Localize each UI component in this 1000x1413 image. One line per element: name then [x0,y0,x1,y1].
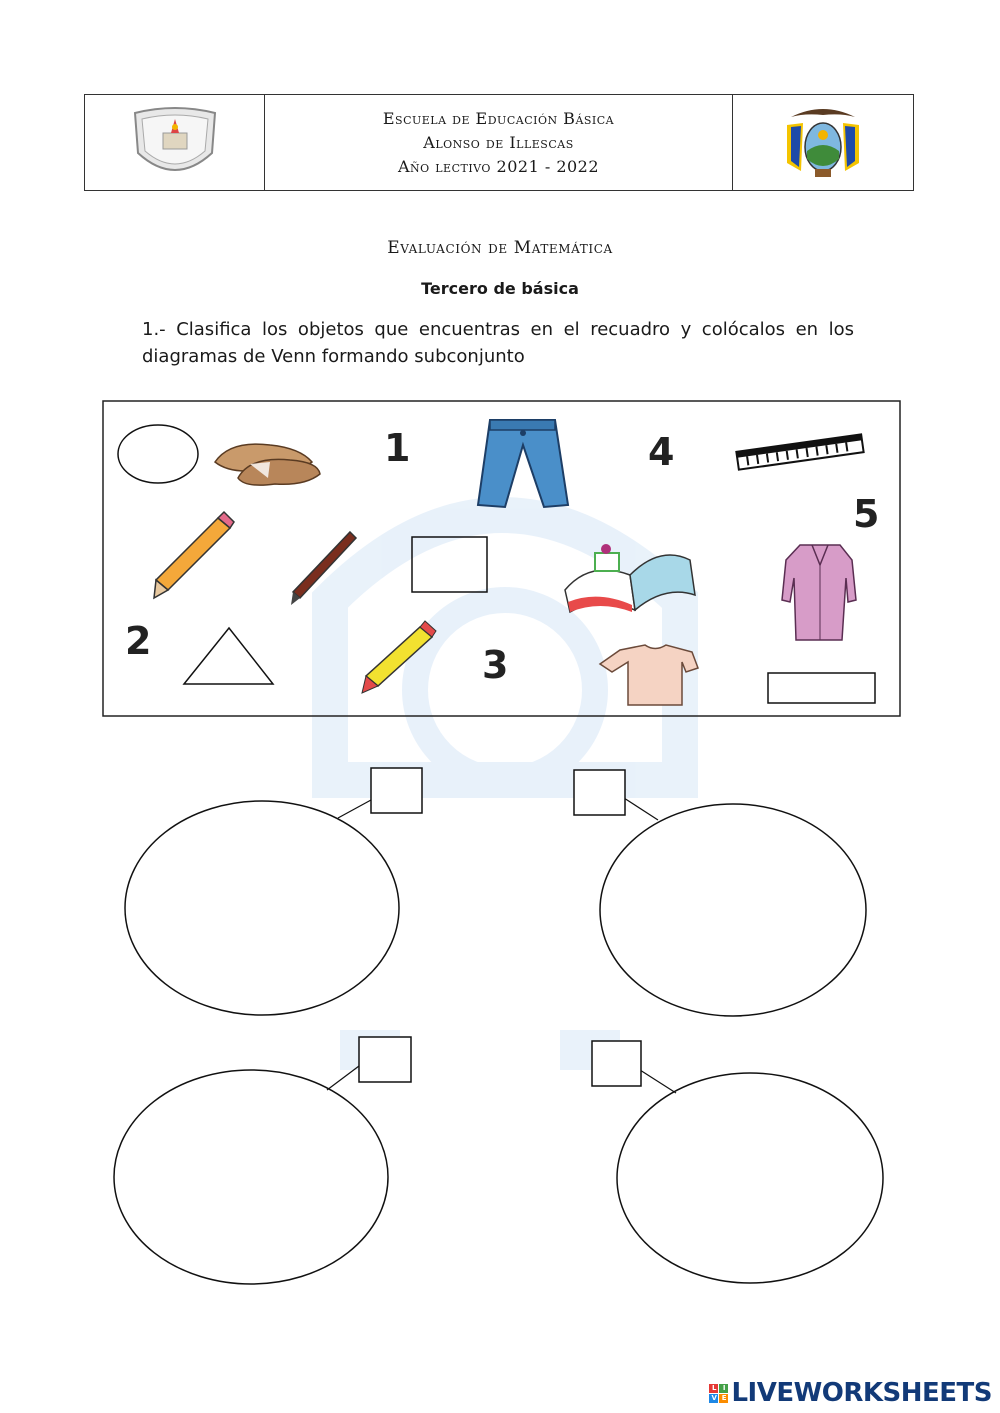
venn-label-box-3 [359,1037,411,1082]
logo-letter-i: I [719,1384,728,1393]
venn-label-box-2 [574,770,625,815]
school-name: Escuela de Educación Básica [382,108,615,128]
liveworksheets-logo-icon [709,1384,728,1403]
school-subname: Alonso de Illescas [423,132,574,152]
item-jeans-icon[interactable] [478,420,568,507]
item-ruler-icon[interactable] [736,434,863,469]
item-long-rectangle[interactable] [768,673,875,703]
venn-label-box-1 [371,768,422,813]
page-title: Evaluación de Matemática [387,238,613,258]
item-jacket-icon[interactable] [782,545,856,640]
item-triangle[interactable] [184,628,273,684]
venn-diagram-1[interactable] [125,768,422,1015]
watermark-text: LIVEWORKSHEETS [731,1378,992,1408]
venn-diagram-3[interactable] [114,1037,411,1284]
number-3: 3 [482,643,509,687]
liveworksheets-watermark [709,1378,992,1408]
number-4: 4 [648,430,675,474]
item-pencil-icon[interactable] [154,512,234,598]
logo-letter-v: V [709,1394,718,1403]
logo-letter-l: L [709,1384,718,1393]
number-1: 1 [384,426,411,470]
item-oval[interactable] [118,425,198,483]
school-year: Año lectivo 2021 - 2022 [397,156,600,176]
logo-letter-e: E [719,1394,728,1403]
venn-label-box-4 [592,1041,641,1086]
venn-diagram-4[interactable] [592,1041,883,1283]
number-5: 5 [853,492,880,536]
instruction-text: 1.- Clasifica los objetos que encuentras en el recuadro y colócalos en los diagramas de Venn formando subconjunto [142,319,854,367]
venn-diagram-2[interactable] [574,770,866,1016]
number-2: 2 [125,619,152,663]
page-subtitle: Tercero de básica [421,279,579,298]
item-shoes-icon[interactable] [215,444,320,485]
